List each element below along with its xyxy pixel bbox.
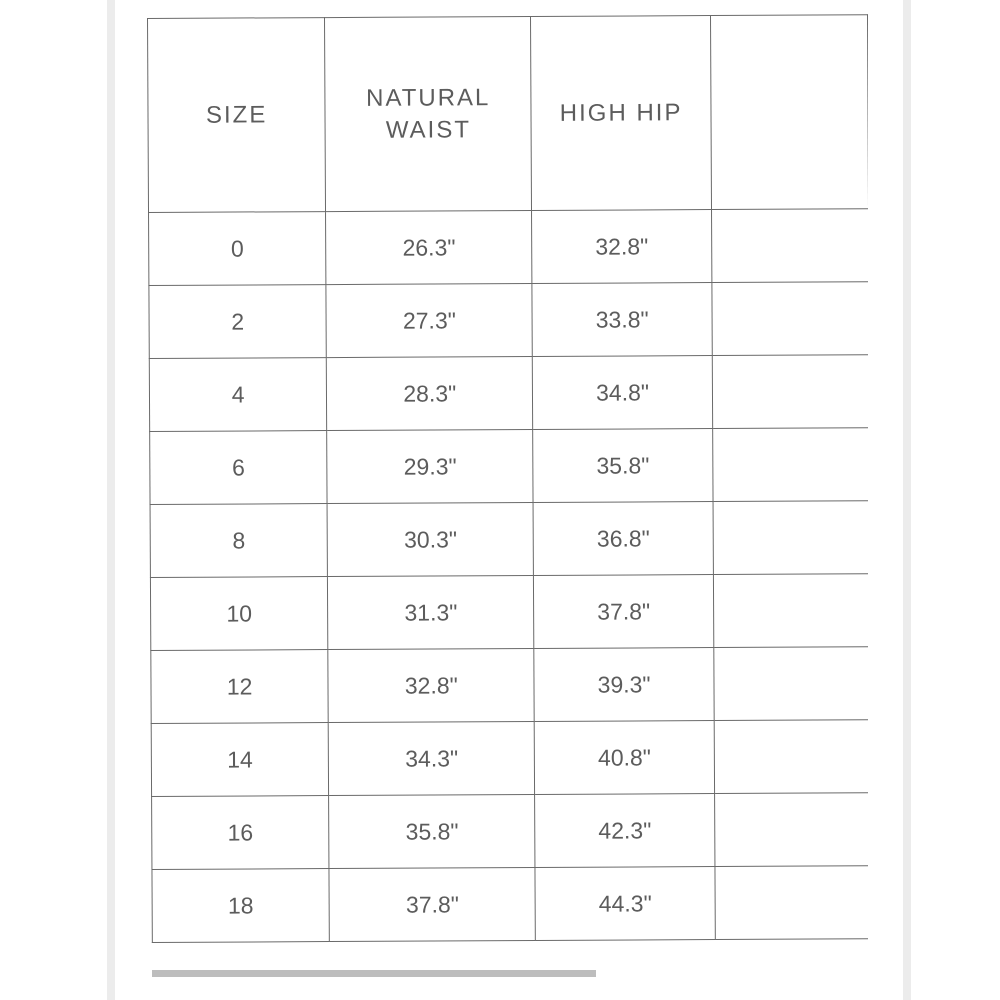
table-row <box>152 866 868 943</box>
header-high-hip: HIGH HIP <box>531 16 711 211</box>
cell-next-column <box>715 866 868 940</box>
header-row <box>148 15 868 213</box>
header-natural-waist-label: NATURAL WAIST <box>366 83 491 144</box>
cell-next-column <box>713 574 868 648</box>
cell-next-column <box>714 793 868 867</box>
cell-natural-waist: 35.8" <box>329 794 536 868</box>
horizontal-scrollbar[interactable] <box>152 970 596 977</box>
cell-next-column <box>712 282 868 356</box>
cell-size: 12 <box>151 650 329 724</box>
cell-next-column <box>712 355 868 429</box>
size-chart-table <box>147 14 868 943</box>
table-row <box>149 282 868 359</box>
table-row <box>151 720 868 797</box>
cell-size: 16 <box>152 796 330 870</box>
cell-next-column <box>714 720 868 794</box>
cell-next-column <box>712 428 868 502</box>
cell-natural-waist: 27.3" <box>326 283 533 357</box>
left-border <box>107 0 115 1000</box>
cell-size: 18 <box>152 869 330 943</box>
cell-high-hip: 37.8" <box>534 575 714 649</box>
cell-high-hip: 39.3" <box>534 648 714 722</box>
cell-high-hip: 33.8" <box>532 283 712 357</box>
cell-natural-waist: 28.3" <box>326 356 533 430</box>
table-row <box>150 428 868 505</box>
table-row <box>150 574 868 651</box>
cell-natural-waist: 32.8" <box>328 648 535 722</box>
cell-high-hip: 36.8" <box>533 502 713 576</box>
cell-next-column <box>714 647 868 721</box>
cell-size: 8 <box>150 504 328 578</box>
table-row <box>149 355 868 432</box>
cell-size: 4 <box>149 358 327 432</box>
cell-next-column <box>711 209 868 283</box>
header-size: SIZE <box>148 18 326 213</box>
cell-natural-waist: 29.3" <box>327 429 534 503</box>
cell-natural-waist: 31.3" <box>328 575 535 649</box>
cell-natural-waist: 34.3" <box>328 721 535 795</box>
cell-natural-waist: 37.8" <box>329 867 536 941</box>
cell-natural-waist: 30.3" <box>327 502 534 576</box>
cell-size: 14 <box>151 723 329 797</box>
size-chart-container <box>140 10 868 955</box>
cell-high-hip: 32.8" <box>532 210 712 284</box>
cell-next-column <box>713 501 868 575</box>
cell-high-hip: 34.8" <box>533 356 713 430</box>
cell-high-hip: 44.3" <box>535 867 715 941</box>
cell-size: 6 <box>150 431 328 505</box>
cell-high-hip: 35.8" <box>533 429 713 503</box>
right-border <box>903 0 911 1000</box>
cell-high-hip: 40.8" <box>535 721 715 795</box>
cell-size: 10 <box>150 577 328 651</box>
table-row <box>152 793 868 870</box>
table-row <box>151 647 868 724</box>
cell-size: 0 <box>149 212 327 286</box>
cell-size: 2 <box>149 285 327 359</box>
table-row <box>150 501 868 578</box>
table-row <box>149 209 868 286</box>
header-next-column <box>710 15 868 210</box>
cell-natural-waist: 26.3" <box>326 210 533 284</box>
cell-high-hip: 42.3" <box>535 794 715 868</box>
header-natural-waist <box>325 16 532 211</box>
